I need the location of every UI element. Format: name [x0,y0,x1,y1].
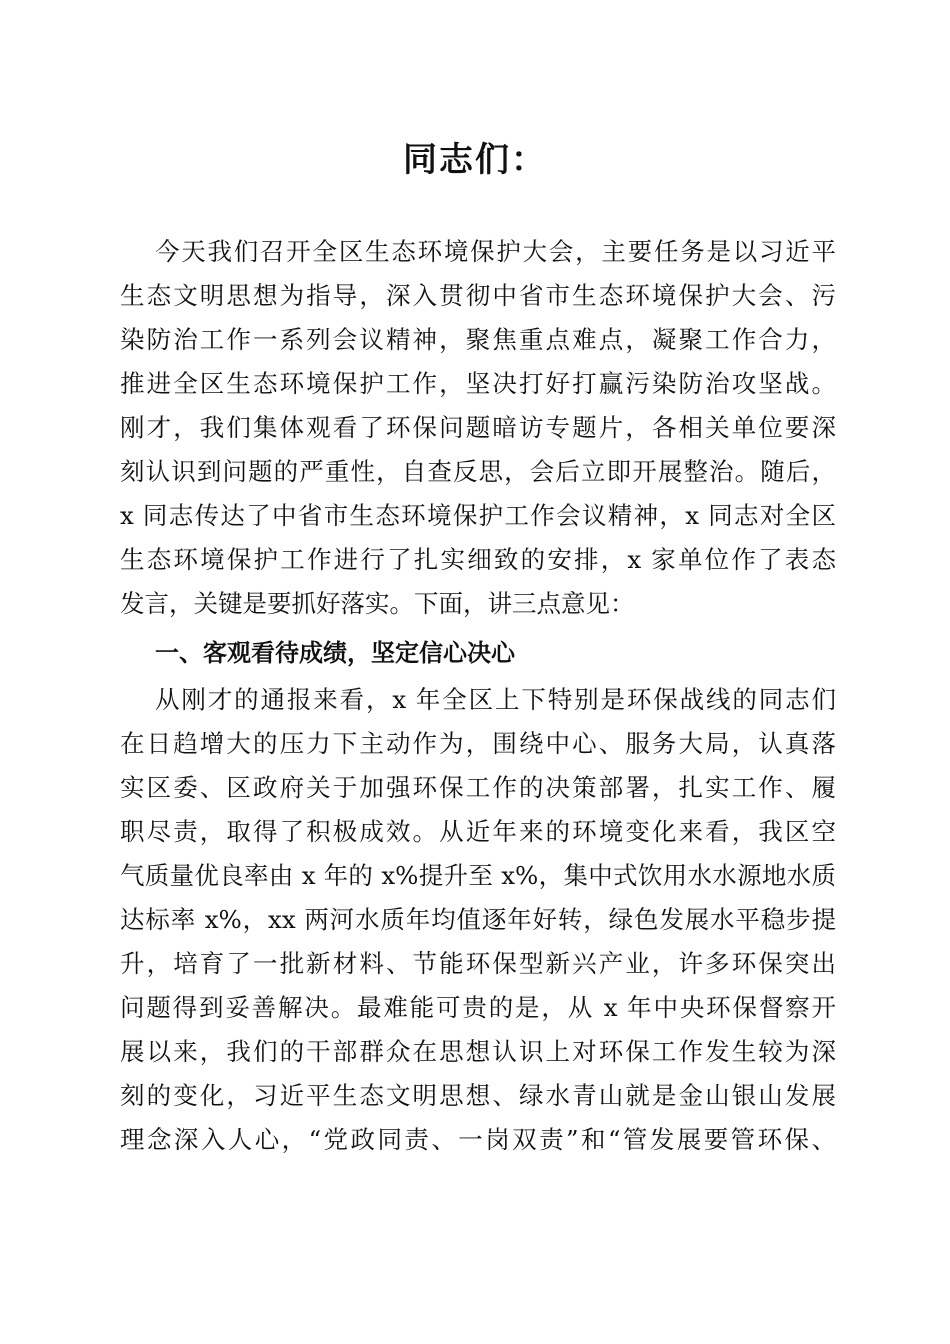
paragraph-line: 从刚才的通报来看，x 年全区上下特别是环保战线的同志们 [155,685,836,714]
paragraph-line: 实区委、区政府关于加强环保工作的决策部署，扎实工作、履 [120,773,836,802]
paragraph-line: 达标率 x%，xx 两河水质年均值逐年好转，绿色发展水平稳步提 [120,905,836,934]
paragraph-line: 问题得到妥善解决。最难能可贵的是，从 x 年中央环保督察开 [120,993,836,1022]
paragraph-line: 展以来，我们的干部群众在思想认识上对环保工作发生较为深 [120,1037,836,1066]
paragraph-line: 气质量优良率由 x 年的 x%提升至 x%，集中式饮用水水源地水质 [120,861,836,890]
paragraph-line: 推进全区生态环境保护工作，坚决打好打赢污染防治攻坚战。 [120,369,836,398]
paragraph-line: x 同志传达了中省市生态环境保护工作会议精神，x 同志对全区 [120,501,836,530]
page-title: 同志们： [403,140,547,180]
paragraph-line: 生态环境保护工作进行了扎实细致的安排，x 家单位作了表态 [120,545,836,574]
paragraph-line: 在日趋增大的压力下主动作为，围绕中心、服务大局，认真落 [120,729,836,758]
paragraph-line: 刻的变化，习近平生态文明思想、绿水青山就是金山银山发展 [120,1081,836,1110]
section-heading: 一、客观看待成绩，坚定信心决心 [155,639,515,667]
paragraph-line: 发言，关键是要抓好落实。下面，讲三点意见： [120,589,635,618]
paragraph-line: 今天我们召开全区生态环境保护大会，主要任务是以习近平 [155,237,836,266]
paragraph-line: 理念深入人心，“党政同责、一岗双责”和“管发展要管环保、 [120,1125,836,1154]
paragraph-line: 刻认识到问题的严重性，自查反思，会后立即开展整治。随后， [120,457,836,486]
paragraph-line: 升，培育了一批新材料、节能环保型新兴产业，许多环保突出 [120,949,836,978]
paragraph-line: 刚才，我们集体观看了环保问题暗访专题片，各相关单位要深 [120,413,836,442]
paragraph-line: 染防治工作一系列会议精神，聚焦重点难点，凝聚工作合力， [120,325,836,354]
paragraph-line: 职尽责，取得了积极成效。从近年来的环境变化来看，我区空 [120,817,836,846]
paragraph-line: 生态文明思想为指导，深入贯彻中省市生态环境保护大会、污 [120,281,836,310]
